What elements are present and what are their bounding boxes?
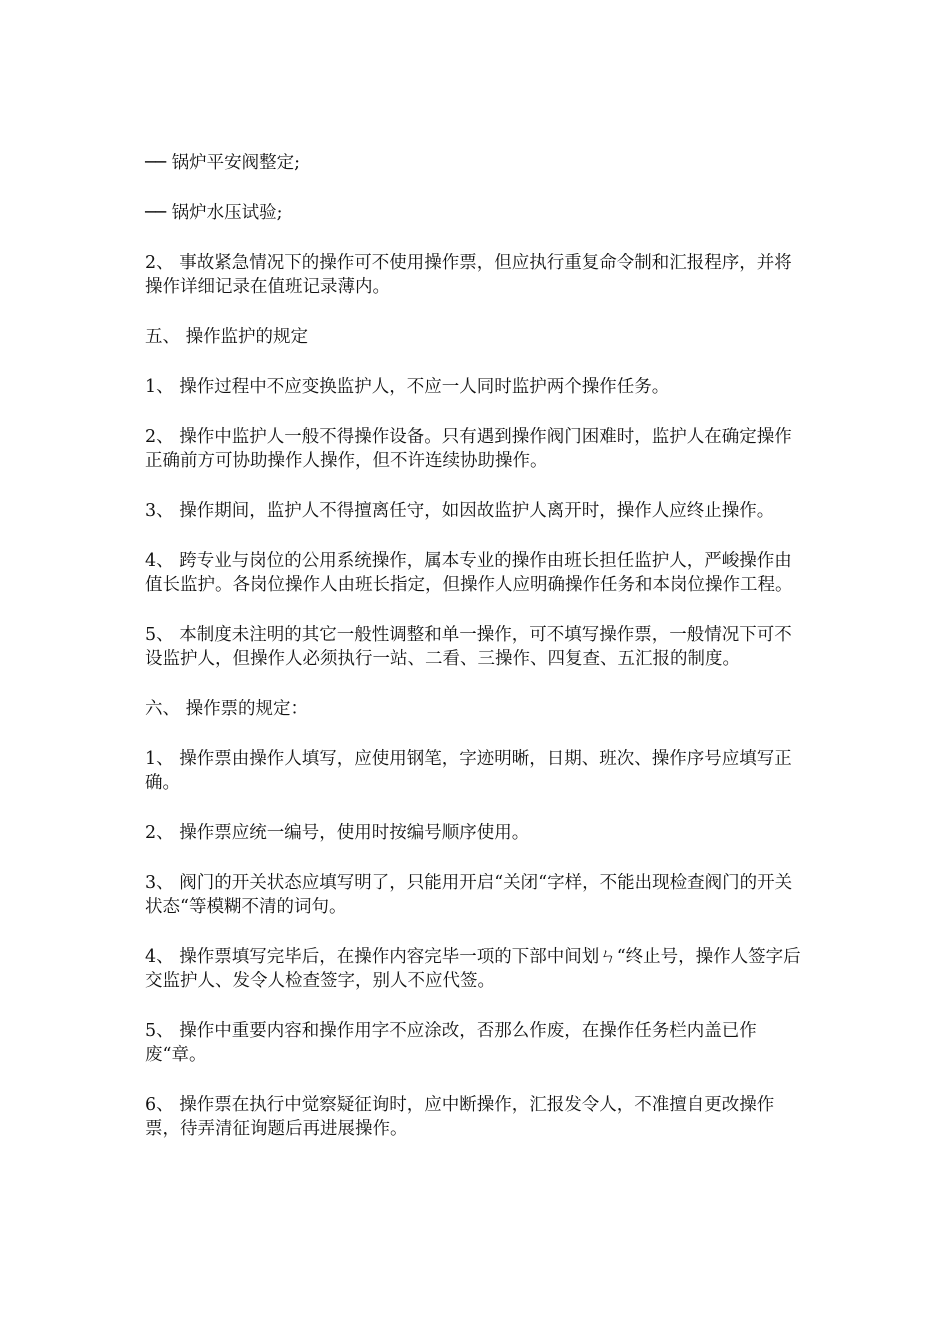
paragraph-supervision-5: 5、 本制度未注明的其它一般性调整和单一操作，可不填写操作票，一般情况下可不设监护人，但操作人必须执行一站、二看、三操作、四复查、五汇报的制度。 [145, 625, 792, 669]
paragraph-supervision-4: 4、 跨专业与岗位的公用系统操作，属本专业的操作由班长担任监护人，严峻操作由值长监护。各岗位操作人由班长指定，但操作人应明确操作任务和本岗位操作工程。 [145, 551, 793, 595]
paragraph-emergency-operation: 2、 事故紧急情况下的操作可不使用操作票，但应执行重复命令制和汇报程序，并将操作详细记录在值班记录薄内。 [145, 253, 792, 297]
paragraph-ticket-1: 1、 操作票由操作人填写，应使用钢笔，字迹明晰，日期、班次、操作序号应填写正确。 [145, 749, 792, 793]
section-heading-supervision: 五、 操作监护的规定 [145, 327, 309, 347]
paragraph-ticket-2: 2、 操作票应统一编号，使用时按编号顺序使用。 [145, 823, 530, 843]
paragraph-supervision-2: 2、 操作中监护人一般不得操作设备。只有遇到操作阀门困难时，监护人在确定操作正确前方可协助操作人操作，但不许连续协助操作。 [145, 427, 792, 471]
paragraph-ticket-6: 6、 操作票在执行中觉察疑征询时，应中断操作，汇报发令人，不准擅自更改操作票，待弄清征询题后再进展操作。 [145, 1095, 775, 1139]
list-item-safety-valve: ── 锅炉平安阀整定; [145, 153, 301, 173]
paragraph-supervision-3: 3、 操作期间，监护人不得擅离任守，如因故监护人离开时，操作人应终止操作。 [145, 501, 775, 521]
paragraph-ticket-4: 4、 操作票填写完毕后，在操作内容完毕一项的下部中间划ㄣ“终止号，操作人签字后交监护人、发令人检查签字，别人不应代签。 [145, 947, 801, 991]
document-body [145, 151, 803, 1167]
paragraph-supervision-1: 1、 操作过程中不应变换监护人，不应一人同时监护两个操作任务。 [145, 377, 670, 397]
list-item-hydro-test: ── 锅炉水压试验; [145, 203, 283, 223]
section-heading-operation-ticket: 六、 操作票的规定： [145, 699, 309, 719]
paragraph-ticket-5: 5、 操作中重要内容和操作用字不应涂改，否那么作废，在操作任务栏内盖已作废“章。 [145, 1021, 757, 1065]
paragraph-ticket-3: 3、 阀门的开关状态应填写明了，只能用开启“关闭“字样，不能出现检查阀门的开关状态“等模糊不清的词句。 [145, 873, 793, 917]
